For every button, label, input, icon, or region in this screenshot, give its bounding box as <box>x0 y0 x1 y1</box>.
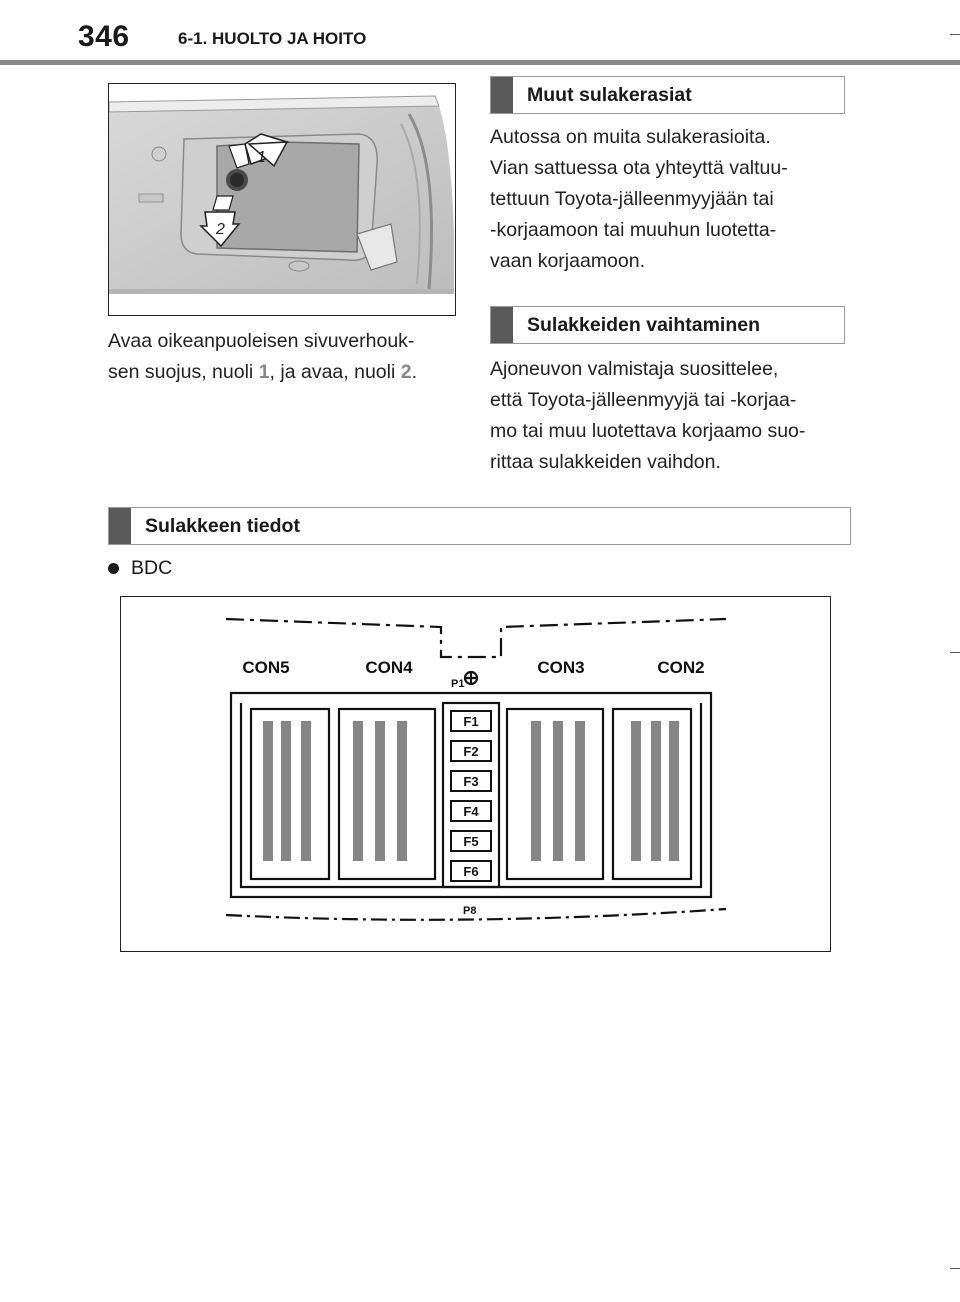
fuse-label: F2 <box>463 744 479 759</box>
crop-mark <box>950 34 960 35</box>
callout-2: 2 <box>400 361 412 383</box>
bullet-bdc: BDC <box>108 557 172 580</box>
fuse-label: F4 <box>463 804 479 819</box>
heading-fuse-info: Sulakkeen tiedot <box>108 507 851 545</box>
page-number: 346 <box>78 20 130 53</box>
svg-text:2: 2 <box>216 221 225 238</box>
crop-mark <box>950 1268 960 1269</box>
diagram-label-top: P1 <box>451 678 465 690</box>
fuse-label: F6 <box>463 864 479 879</box>
bullet-icon <box>108 563 119 574</box>
fuse-label: F1 <box>463 714 479 729</box>
svg-text:1: 1 <box>257 149 266 166</box>
bdc-fuse-diagram <box>120 596 831 952</box>
connector-label: CON2 <box>657 658 705 677</box>
figure-caption: Avaa oikeanpuoleisen sivuverhouk- sen suojus, nuoli 1, ja avaa, nuoli 2. <box>108 330 417 383</box>
fuse-label: F5 <box>463 834 479 849</box>
heading-fuse-replacement: Sulakkeiden vaihtaminen <box>490 306 845 344</box>
connector-label: CON4 <box>365 658 413 677</box>
heading-other-fuse-boxes: Muut sulakerasiat <box>490 76 845 114</box>
trunk-trim-illustration <box>108 83 456 316</box>
fuse-label: F3 <box>463 774 479 789</box>
diagram-label-bottom: P8 <box>463 905 477 917</box>
section-title: 6-1. HUOLTO JA HOITO <box>178 29 367 48</box>
fuse-replacement-text: Ajoneuvon valmistaja suosittelee, että Toyota-jälleenmyyjä tai -korjaa- mo tai muu luotettava korjaamo suo- rittaa sulakkeiden vaihdon. <box>490 358 806 473</box>
header-rule <box>0 60 960 65</box>
crop-mark <box>950 652 960 653</box>
other-fuse-boxes-text: Autossa on muita sulakerasioita. Vian sattuessa ota yhteyttä valtuu- tettuun Toyota-jälleenmyyjään tai -korjaamoon tai muuhun luotetta- vaan korjaamoon. <box>490 126 788 272</box>
callout-1: 1 <box>258 361 270 383</box>
connector-label: CON5 <box>242 658 290 677</box>
connector-label: CON3 <box>537 658 585 677</box>
